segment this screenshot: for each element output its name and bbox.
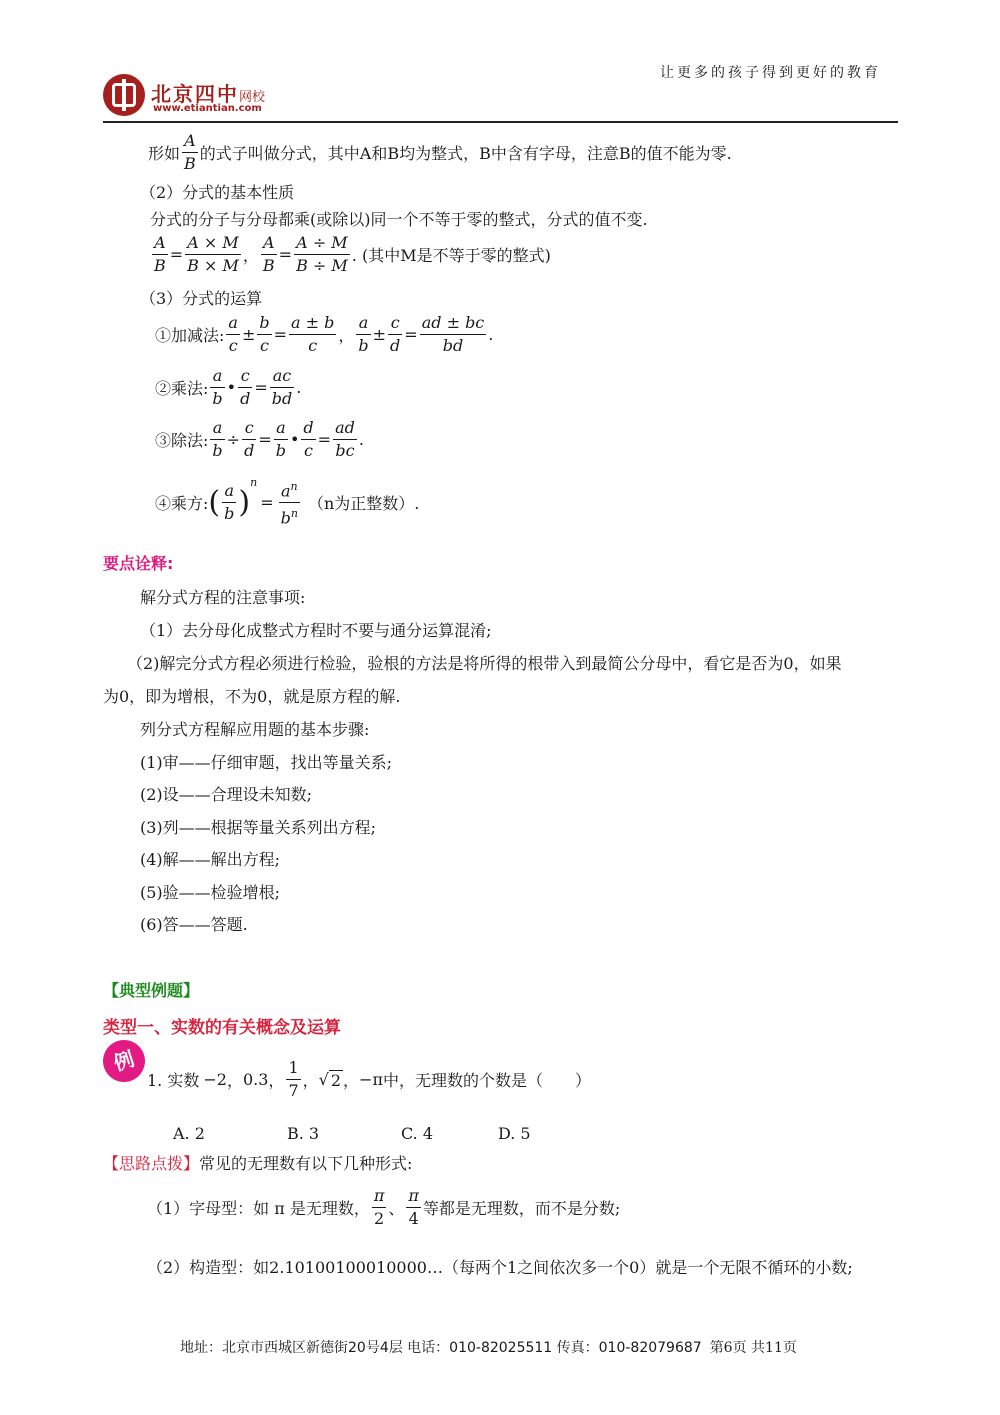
examples-heading: 【典型例题】 bbox=[103, 981, 200, 1000]
question-1: 1. 实数 −2 ， 0.3 ， $\frac{1}{7}$ ， √ 2 ， −π 中，无理数的个数是（ ） bbox=[147, 1058, 591, 1100]
header-slogan: 让更多的孩子得到更好的教育 bbox=[660, 65, 881, 81]
hint-item-2: （2）构造型：如2.10100100010000…（每两个1之间依次多一个0）就是一个无限不循环的小数; bbox=[147, 1258, 853, 1277]
hint-item-1: （1）字母型：如 π 是无理数， $\frac{\pi}{2}$ 、 $\frac{\pi}{4}$ 等都是无理数，而不是分数; bbox=[147, 1186, 621, 1228]
key-points-line-1: 解分式方程的注意事项: bbox=[140, 588, 306, 607]
footer-address: 地址：北京市西城区新德街20号4层 电话：010-82025511 传真：010-82079687 bbox=[180, 1340, 702, 1356]
hint-tag: 【思路点拨】 bbox=[103, 1154, 200, 1173]
footer bbox=[180, 1337, 797, 1357]
operations-heading: （3）分式的运算 bbox=[140, 289, 263, 308]
key-points-line-4: 为0，即为增根，不为0，就是原方程的解. bbox=[103, 687, 401, 706]
key-points-line-3: （2)解完分式方程必须进行检验，验根的方法是将所得的根带入到最简公分母中，看它是否为0，如果 bbox=[127, 654, 842, 673]
logo-emblem-icon bbox=[103, 74, 145, 116]
key-points-heading: 要点诠释: bbox=[103, 554, 174, 573]
header-divider bbox=[103, 121, 898, 123]
property-formula: $\frac{A}{B}$ = $\frac{A \times M}{B \times M}$ ， $\frac{A}{B}$ = $\frac{A \div M}{B \div M}$ . (其中M是不等于零的整式) bbox=[154, 233, 551, 275]
power-formula: ④乘方: ( $\frac{a}{b}$ ) n = $\frac{a^n}{b^n}$ （n为正整数）. bbox=[155, 476, 420, 528]
logo-url: www.etiantian.com bbox=[153, 103, 262, 114]
hint-line: 【思路点拨】常见的无理数有以下几种形式: bbox=[103, 1154, 413, 1173]
step-item: (1)审——仔细审题，找出等量关系; bbox=[140, 753, 393, 772]
example-badge: 例 bbox=[98, 1035, 151, 1088]
property-heading: （2）分式的基本性质 bbox=[140, 183, 295, 202]
type-one-heading: 类型一、实数的有关概念及运算 bbox=[103, 1018, 341, 1038]
property-text: 分式的分子与分母都乘(或除以)同一个不等于零的整式，分式的值不变. bbox=[150, 210, 648, 229]
page-number: 第6页 共11页 bbox=[709, 1340, 797, 1356]
option-b: B. 3 bbox=[287, 1124, 320, 1143]
divide-formula: ③除法: $\frac{a}{b}$ ÷ $\frac{c}{d}$ = $\frac{a}{b}$ • $\frac{d}{c}$ = $\frac{ad}{bc}$ . bbox=[155, 418, 364, 460]
multiply-formula: ②乘法: $\frac{a}{b}$ • $\frac{c}{d}$ = $\frac{ac}{bd}$ . bbox=[155, 366, 302, 408]
step-item: (5)验——检验增根; bbox=[140, 883, 281, 902]
logo bbox=[103, 72, 303, 120]
key-points-line-2: （1）去分母化成整式方程时不要与通分运算混淆; bbox=[140, 621, 492, 640]
step-item: (3)列——根据等量关系列出方程; bbox=[140, 818, 377, 837]
fraction-definition: 形如 $\frac{A}{B}$ 的式子叫做分式，其中A和B均为整式，B中含有字母，注意B的值不能为零. bbox=[148, 131, 732, 173]
step-item: (2)设——合理设未知数; bbox=[140, 785, 313, 804]
add-subtract-formula: ①加减法: $\frac{a}{c}$ ± $\frac{b}{c}$ = $\frac{a \pm b}{c}$ ， $\frac{a}{b}$ ± $\frac{c}{d}$ = $\frac{ad \pm bc}{bd}$ . bbox=[155, 313, 494, 355]
key-points-line-5: 列分式方程解应用题的基本步骤: bbox=[140, 720, 370, 739]
step-item: (6)答——答题. bbox=[140, 915, 248, 934]
option-d: D. 5 bbox=[498, 1124, 531, 1143]
option-a: A. 2 bbox=[173, 1124, 205, 1143]
option-c: C. 4 bbox=[401, 1124, 434, 1143]
step-item: (4)解——解出方程; bbox=[140, 850, 281, 869]
logo-name: 北京四中网校 bbox=[151, 82, 266, 106]
